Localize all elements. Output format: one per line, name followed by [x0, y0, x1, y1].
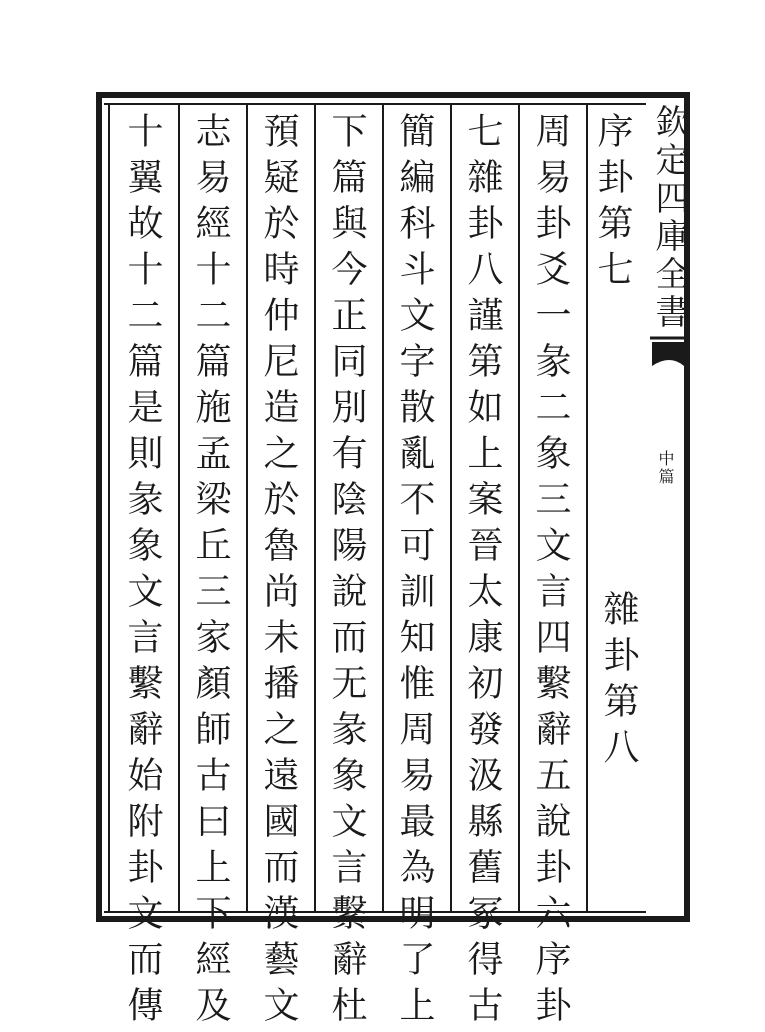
lower-heading: 雜卦第八	[598, 590, 639, 774]
text-column-5: 預疑於時仲尼造之於魯尚未播之遠國而漢藝文	[258, 112, 299, 1032]
inner-border-top	[104, 103, 646, 105]
text-column-1: 周易卦爻一彖二象三文言四繫辭五說卦六序卦	[530, 112, 571, 1032]
margin-book-title: 欽定四庫全書	[649, 104, 689, 332]
column-rule	[314, 105, 316, 911]
heading-column: 序卦第七	[592, 112, 633, 296]
fish-tail-icon	[650, 336, 686, 372]
column-rule	[178, 105, 180, 911]
column-rule	[246, 105, 248, 911]
text-column-4: 下篇與今正同別有陰陽說而无彖象文言繫辭杜	[326, 112, 367, 1032]
text-column-6: 志易經十二篇施孟梁丘三家顏師古曰上下經及	[190, 112, 231, 1032]
column-rule	[518, 105, 520, 911]
text-column-2: 七雜卦八謹第如上案晉太康初發汲縣舊冢得古	[462, 112, 503, 1032]
inner-border-left	[108, 103, 110, 913]
column-rule	[382, 105, 384, 911]
column-rule	[586, 105, 588, 911]
column-rule	[450, 105, 452, 911]
text-column-3: 簡編科斗文字散亂不可訓知惟周易最為明了上	[394, 112, 435, 1032]
margin-sub-label: 中篇	[656, 450, 675, 486]
text-column-7: 十翼故十二篇是則彖象文言繫辭始附卦文而傳	[122, 112, 163, 1032]
